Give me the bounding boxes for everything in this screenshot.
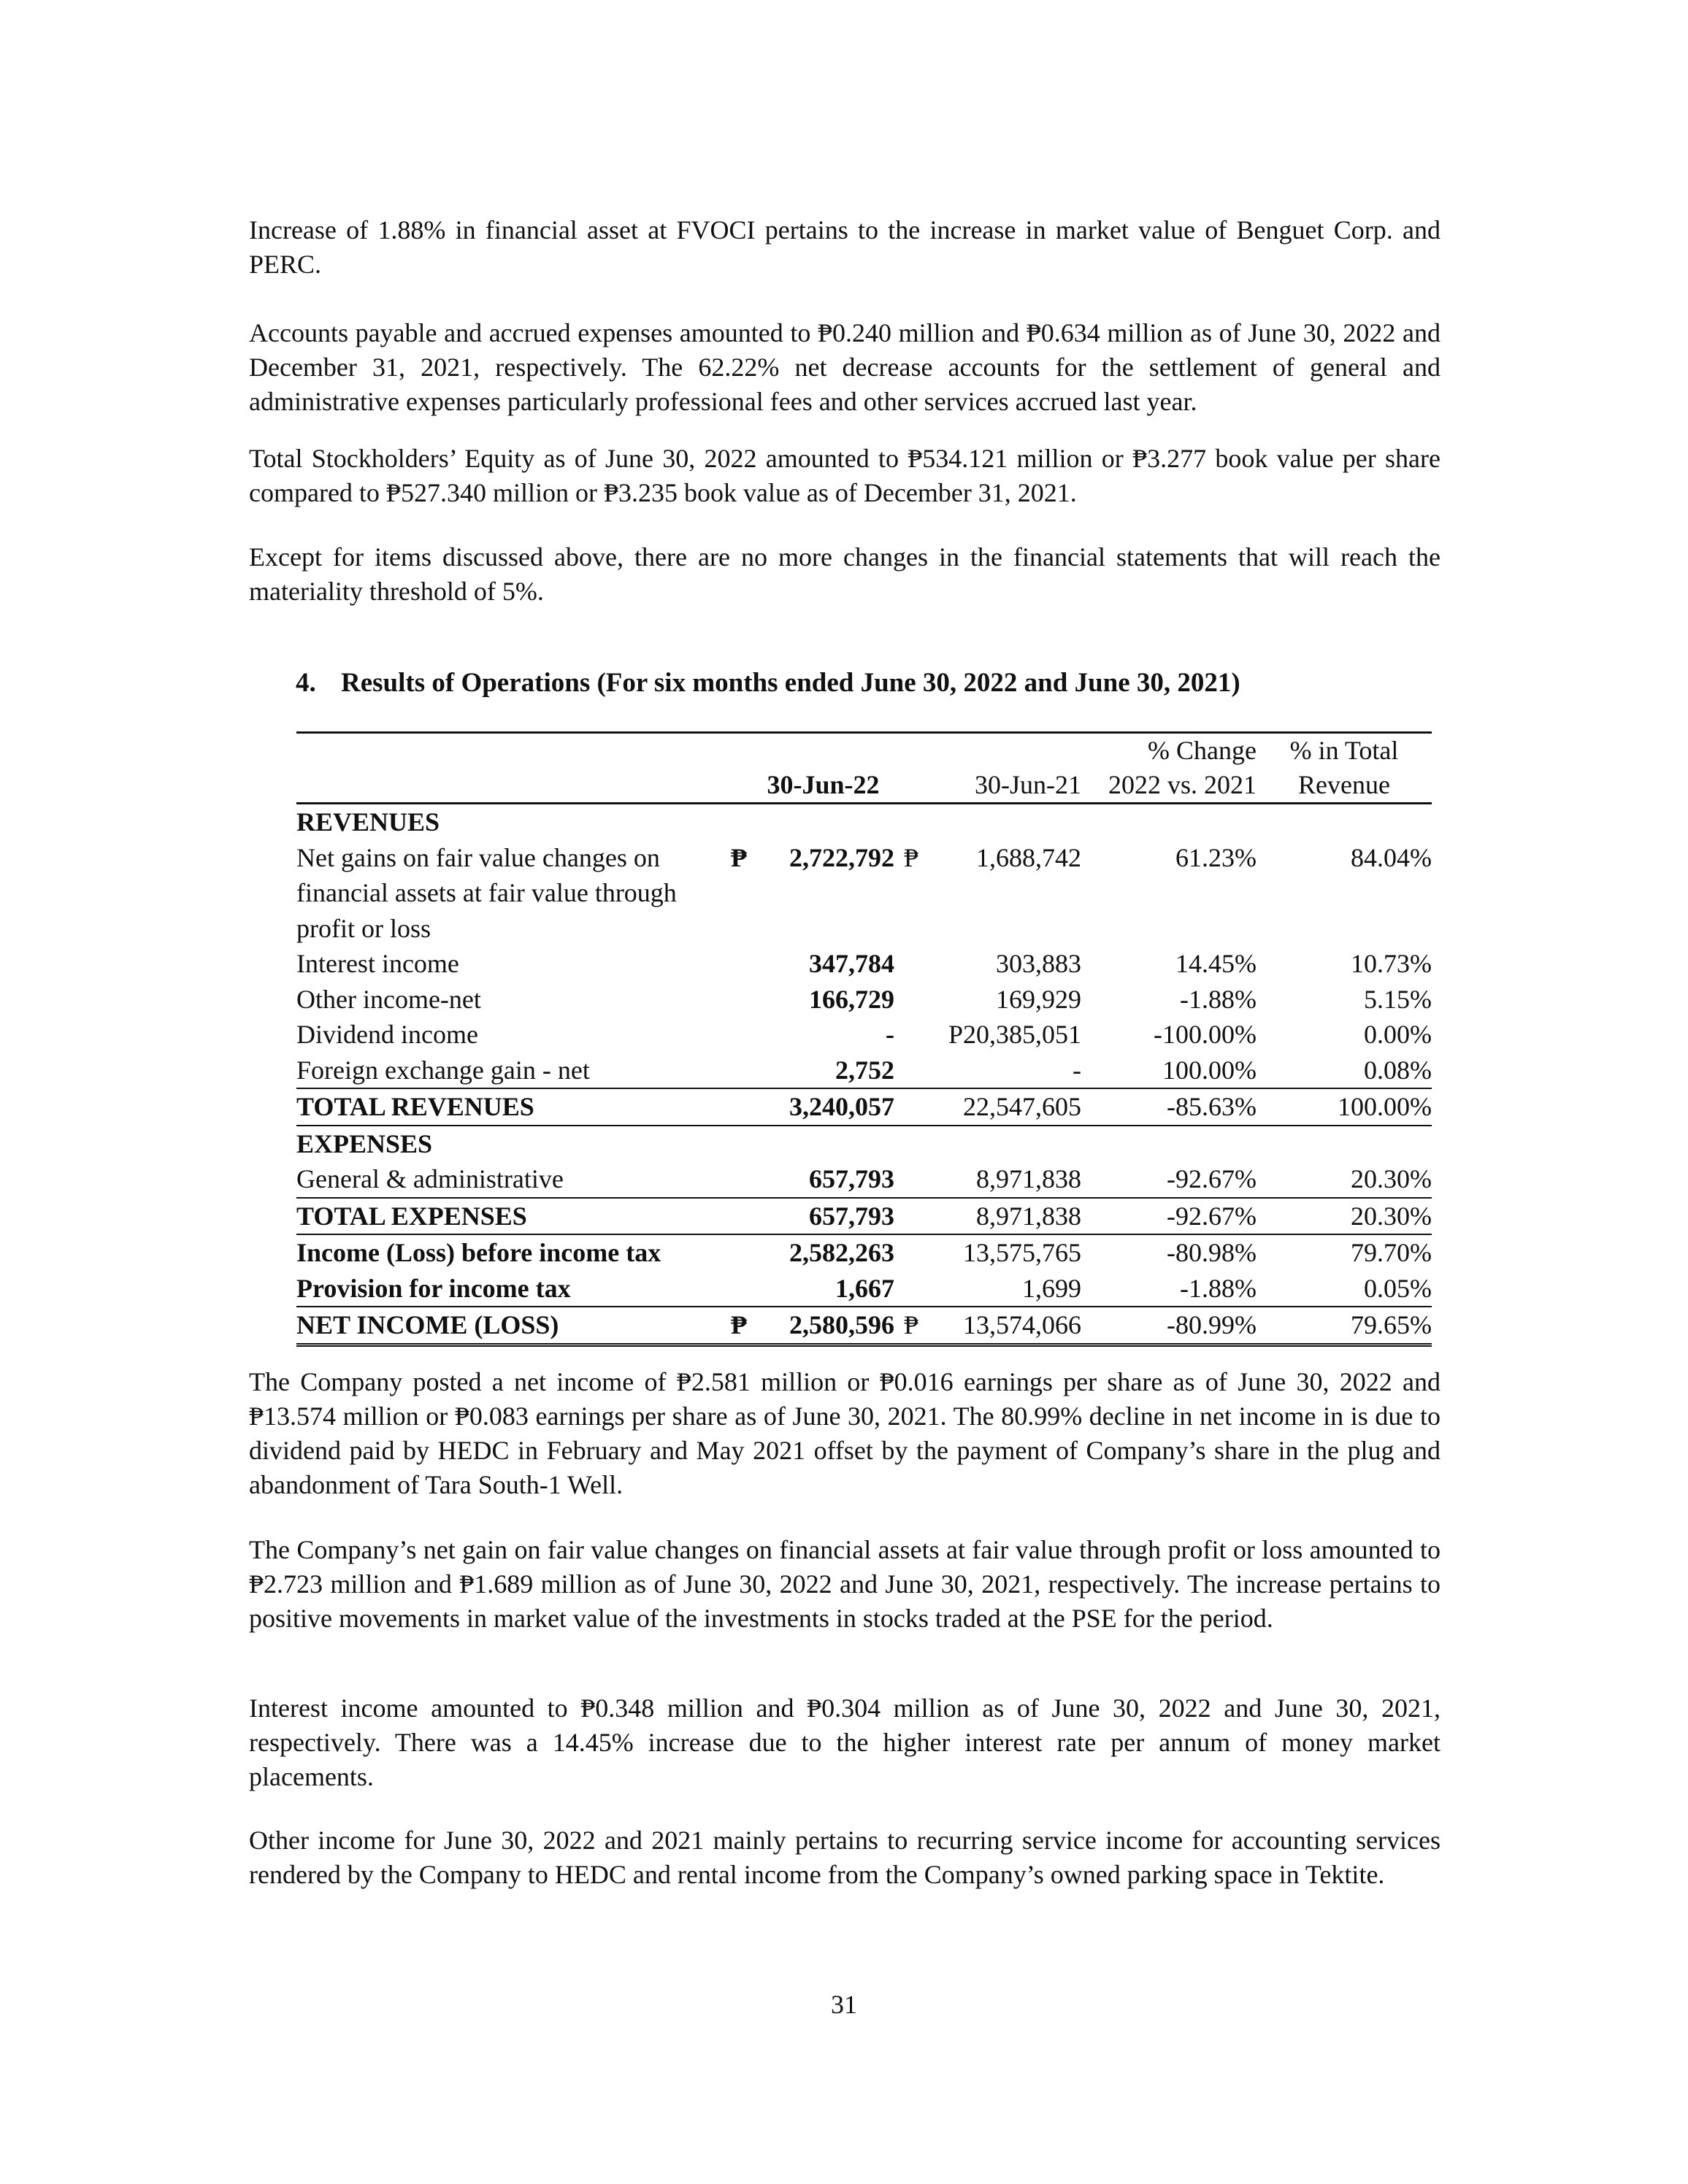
- row-label: Interest income: [296, 949, 459, 978]
- row-label: TOTAL REVENUES: [296, 1088, 726, 1126]
- value-change: -85.63%: [1081, 1088, 1257, 1126]
- value-2022: 166,729: [809, 984, 894, 1014]
- value-2021: -: [928, 1053, 1081, 1089]
- value-2022: 657,793: [752, 1161, 894, 1198]
- value-2022: 3,240,057: [752, 1088, 894, 1126]
- net-income-row: [296, 1307, 1432, 1345]
- value-2021: 13,574,066: [928, 1307, 1081, 1345]
- row-label: Other income-net: [296, 984, 481, 1014]
- row-label: Dividend income: [296, 1020, 478, 1049]
- table-row: [296, 1161, 1432, 1198]
- total-expenses-row: [296, 1198, 1432, 1235]
- results-of-operations-table: [296, 731, 1432, 1347]
- row-label: Income (Loss) before income tax: [296, 1238, 661, 1267]
- paragraph-fvoci: Increase of 1.88% in financial asset at FVOCI pertains to the increase in market value of Benguet Corp. and PERC.: [249, 215, 1440, 279]
- paragraph-interest-income: Interest income amounted to ₱0.348 million and ₱0.304 million as of June 30, 2022 and June 30, 2021, respectively. There was a 14.45% increase due to the higher interest rate per annum of money market placements.: [249, 1693, 1440, 1791]
- value-change: -80.99%: [1081, 1307, 1257, 1345]
- income-before-tax-row: [296, 1234, 1432, 1271]
- value-change: 14.45%: [1175, 949, 1257, 978]
- table-header-row-1: [296, 733, 1432, 769]
- currency-symbol: ₱: [894, 1307, 928, 1345]
- provision-row: [296, 1271, 1432, 1307]
- value-pct: 20.30%: [1257, 1198, 1432, 1235]
- header-2021: 30-Jun-21: [928, 768, 1081, 804]
- revenues-label: REVENUES: [296, 807, 440, 837]
- header-pct-line2: Revenue: [1257, 768, 1432, 804]
- row-label: NET INCOME (LOSS): [296, 1307, 726, 1345]
- header-2022: 30-Jun-22: [752, 768, 894, 804]
- paragraph-stockholders-equity: Total Stockholders’ Equity as of June 30, 2022 amounted to ₱534.121 million or ₱3.277 book value per share compared to ₱527.340 million or ₱3.235 book value as of December 31, 2021.: [249, 444, 1440, 507]
- expenses-label: EXPENSES: [296, 1128, 433, 1158]
- section-heading: [296, 667, 1240, 699]
- total-revenues-row: [296, 1088, 1432, 1126]
- value-change: -100.00%: [1154, 1020, 1257, 1049]
- row-label: TOTAL EXPENSES: [296, 1198, 726, 1235]
- value-pct: 0.00%: [1364, 1020, 1432, 1049]
- value-2022: 2,580,596: [752, 1307, 894, 1345]
- value-pct: 79.70%: [1351, 1238, 1432, 1267]
- paragraph-accounts-payable: Accounts payable and accrued expenses amounted to ₱0.240 million and ₱0.634 million as of June 30, 2022 and December 31, 2021, respectively. The 62.22% net decrease accounts for the settlement of general and administrative expenses particularly professional fees and other services accrued last year.: [249, 318, 1440, 416]
- value-2021: 8,971,838: [928, 1198, 1081, 1235]
- currency-symbol: ₱: [731, 842, 747, 872]
- value-change: -1.88%: [1180, 984, 1257, 1014]
- header-change-line2: 2022 vs. 2021: [1081, 768, 1257, 804]
- value-2022: 2,722,792: [789, 842, 894, 872]
- currency-symbol: ₱: [726, 1307, 752, 1345]
- value-2021: 8,971,838: [928, 1161, 1081, 1198]
- value-pct: 5.15%: [1364, 984, 1432, 1014]
- table-row: [296, 1017, 1432, 1053]
- table-row: [296, 982, 1432, 1018]
- value-2022: -: [886, 1020, 894, 1049]
- value-2022: 657,793: [752, 1198, 894, 1235]
- value-change: 100.00%: [1081, 1053, 1257, 1089]
- paragraph-net-income: The Company posted a net income of ₱2.581 million or ₱0.016 earnings per share as of June 30, 2022 and ₱13.574 million or ₱0.083 earnings per share as of June 30, 2021. The 80.99% decline in net income in is due to dividend paid by HEDC in February and May 2021 offset by the payment of Company’s share in the plug and abandonment of Tara South-1 Well.: [249, 1367, 1440, 1499]
- expenses-section-row: [296, 1126, 1432, 1162]
- value-change: -92.67%: [1081, 1161, 1257, 1198]
- row-label: Net gains on fair value changes on financial assets at fair value through profit or loss: [296, 842, 677, 943]
- value-change: 61.23%: [1175, 842, 1257, 872]
- revenues-section-row: [296, 804, 1432, 840]
- paragraph-materiality: Except for items discussed above, there are no more changes in the financial statements that will reach the materiality threshold of 5%.: [249, 542, 1440, 606]
- value-pct: 10.73%: [1351, 949, 1432, 978]
- header-pct-line1: % in Total: [1257, 733, 1432, 769]
- value-2022: 347,784: [809, 949, 894, 978]
- value-2021: 22,547,605: [928, 1088, 1081, 1126]
- value-change: -92.67%: [1081, 1198, 1257, 1235]
- table-row: [296, 840, 1432, 947]
- paragraph-other-income: Other income for June 30, 2022 and 2021 mainly pertains to recurring service income for accounting services rendered by the Company to HEDC and rental income from the Company’s owned parking space in Tektite.: [249, 1826, 1440, 1889]
- value-2022: 1,667: [752, 1271, 894, 1307]
- value-2021: 1,688,742: [976, 842, 1081, 872]
- header-change-line1: % Change: [1081, 733, 1257, 769]
- table-row: [296, 1053, 1432, 1089]
- value-2021: P20,385,051: [948, 1020, 1081, 1049]
- value-pct: 20.30%: [1257, 1161, 1432, 1198]
- section-number: 4.: [296, 668, 316, 698]
- value-2021: 303,883: [996, 949, 1081, 978]
- value-2021: 1,699: [928, 1271, 1081, 1307]
- row-label: General & administrative: [296, 1161, 726, 1198]
- table-row: [296, 946, 1432, 982]
- value-pct: 79.65%: [1257, 1307, 1432, 1345]
- value-pct: 0.08%: [1257, 1053, 1432, 1089]
- value-2022: 2,752: [752, 1053, 894, 1089]
- value-change: -80.98%: [1167, 1238, 1257, 1267]
- section-title: Results of Operations (For six months ended June 30, 2022 and June 30, 2021): [341, 668, 1240, 698]
- page-number: 31: [831, 1990, 857, 2019]
- table-header-row-2: [296, 768, 1432, 804]
- value-pct: 100.00%: [1257, 1088, 1432, 1126]
- row-label: Foreign exchange gain - net: [296, 1053, 726, 1089]
- value-2021: 13,575,765: [963, 1238, 1081, 1267]
- value-pct: 84.04%: [1351, 842, 1432, 872]
- value-2021: 169,929: [996, 984, 1081, 1014]
- currency-symbol: ₱: [903, 842, 919, 872]
- paragraph-net-gain: The Company’s net gain on fair value changes on financial assets at fair value through profit or loss amounted to ₱2.723 million and ₱1.689 million as of June 30, 2022 and June 30, 2021, respectively. The increase pertains to positive movements in market value of the investments in stocks traded at the PSE for the period.: [249, 1535, 1440, 1633]
- row-label: Provision for income tax: [296, 1271, 726, 1307]
- value-2022: 2,582,263: [789, 1238, 894, 1267]
- value-change: -1.88%: [1081, 1271, 1257, 1307]
- value-pct: 0.05%: [1257, 1271, 1432, 1307]
